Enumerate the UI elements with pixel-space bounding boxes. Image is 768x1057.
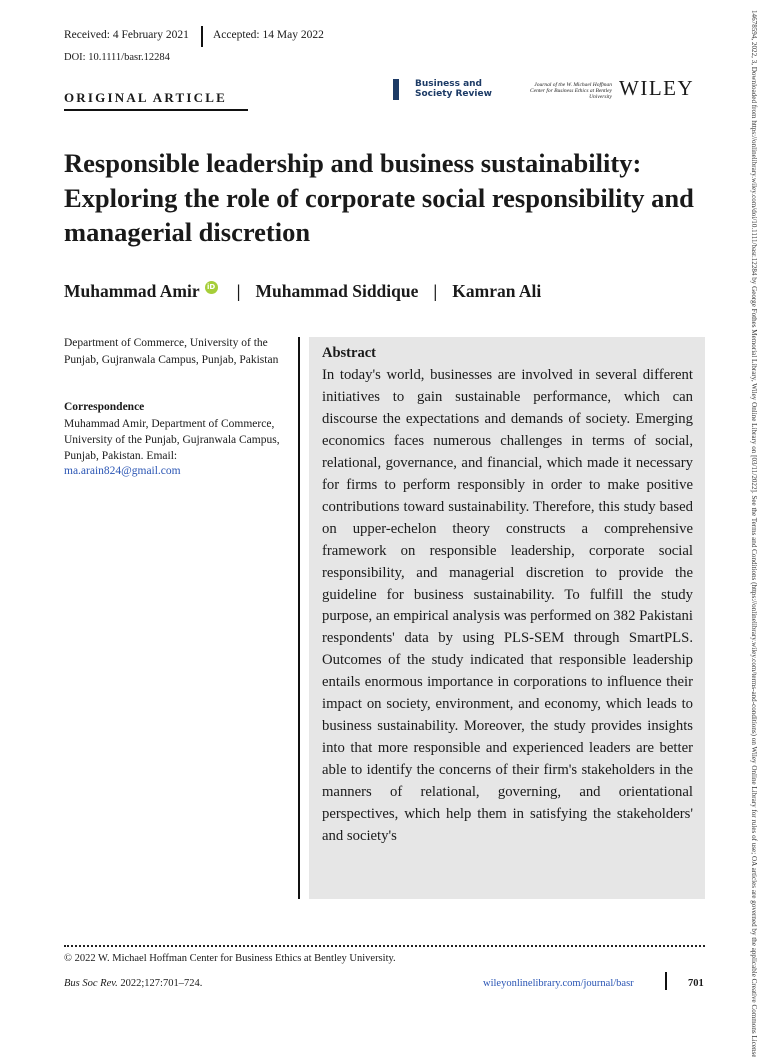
copyright-notice: © 2022 W. Michael Hoffman Center for Business Ethics at Bentley University. <box>64 953 396 964</box>
correspondence-details <box>64 417 289 480</box>
journal-logo-bar <box>393 79 399 100</box>
abstract-heading: Abstract <box>322 345 376 361</box>
author-list <box>64 281 541 302</box>
author-separator: | <box>236 281 241 301</box>
page-number: 701 <box>688 978 704 989</box>
journal-logo-line-2: Society Review <box>415 88 492 99</box>
footer-dotted-rule <box>64 945 705 947</box>
download-notice: 14678594, 2022, 3, Downloaded from https://onlinelibrary.wiley.com/doi/10.1111/basr.12284 by George Fothes Memorial Library, Wiley Online Library on [03/11/2022]. See the Terms and Conditions (https://onlinelibrary.wiley.com/terms-and-conditions) on Wiley Online Library for rules of use; OA articles are governed by the applicable Creative Commons License <box>750 10 758 1057</box>
header-divider <box>201 26 203 47</box>
journal-affiliation-note: Journal of the W. Michael Hoffman Center for Business Ethics at Bentley University <box>529 82 612 101</box>
citation <box>64 978 202 989</box>
article-type-underline <box>64 109 248 111</box>
email-label: Email: <box>146 449 178 462</box>
doi[interactable]: DOI: 10.1111/basr.12284 <box>64 52 170 63</box>
journal-website-link[interactable]: wileyonlinelibrary.com/journal/basr <box>483 978 634 989</box>
received-date: Received: 4 February 2021 <box>64 29 189 41</box>
correspondence-heading: Correspondence <box>64 401 145 413</box>
publisher-logo[interactable]: WILEY <box>619 76 695 100</box>
abstract-side-rule <box>298 337 300 899</box>
author-name[interactable]: Kamran Ali <box>452 281 542 301</box>
accepted-date: Accepted: 14 May 2022 <box>213 29 324 41</box>
abstract-text: In today's world, businesses are involved in several different initiatives to gain sustainable performance, which can discourse the expectations and demands of society. Emerging economics faces numerous challenges in terms of social, relational, governance, and financial, which made it necessary for firms to perform responsibly in order to make positive contributions toward sustainability. Therefore, this study based on upper-echelon theory constructs a comprehensive framework on responsible leadership, corporate social responsibility, and managerial discretion to provide the guideline for business sustainability. To fulfill the study purpose, an empirical analysis was performed on 382 Pakistani respondents' data by using PLS-SEM through SmartPLS. Outcomes of the study indicated that responsible leadership entails enormous importance in corporations to influence their impact on society, environment, and economy, which leads to business sustainability. Moreover, the study provides insights into that more responsible and experienced leaders are better able to identify the concerns of their firm's stakeholders in the manners of relational, governing, and orientational perspectives, which help them in satisfying the stakeholders' and society's <box>322 367 693 845</box>
footer-divider <box>665 972 667 990</box>
journal-logo-text <box>415 80 492 99</box>
journal-logo-line-1: Business and <box>415 79 482 89</box>
article-type: ORIGINAL ARTICLE <box>64 90 227 105</box>
citation-journal: Bus Soc Rev. <box>64 978 118 989</box>
citation-details: 2022;127:701–724. <box>120 978 203 989</box>
email-link[interactable]: ma.arain824@gmail.com <box>64 465 181 478</box>
author-name[interactable]: Muhammad Siddique <box>255 281 419 301</box>
correspondence-text: Muhammad Amir, Department of Commerce, University of the Punjab, Gujranwala Campus, Punjab, Pakistan. <box>64 418 280 462</box>
affiliation: Department of Commerce, University of the Punjab, Gujranwala Campus, Punjab, Pakistan <box>64 337 279 366</box>
orcid-icon[interactable]: iD <box>205 281 218 294</box>
author-name[interactable]: Muhammad Amir <box>64 281 200 301</box>
author-separator: | <box>433 281 438 301</box>
journal-logo[interactable] <box>393 79 509 100</box>
article-title: Responsible leadership and business sustainability: Exploring the role of corporate social responsibility and managerial discretion <box>64 148 694 247</box>
